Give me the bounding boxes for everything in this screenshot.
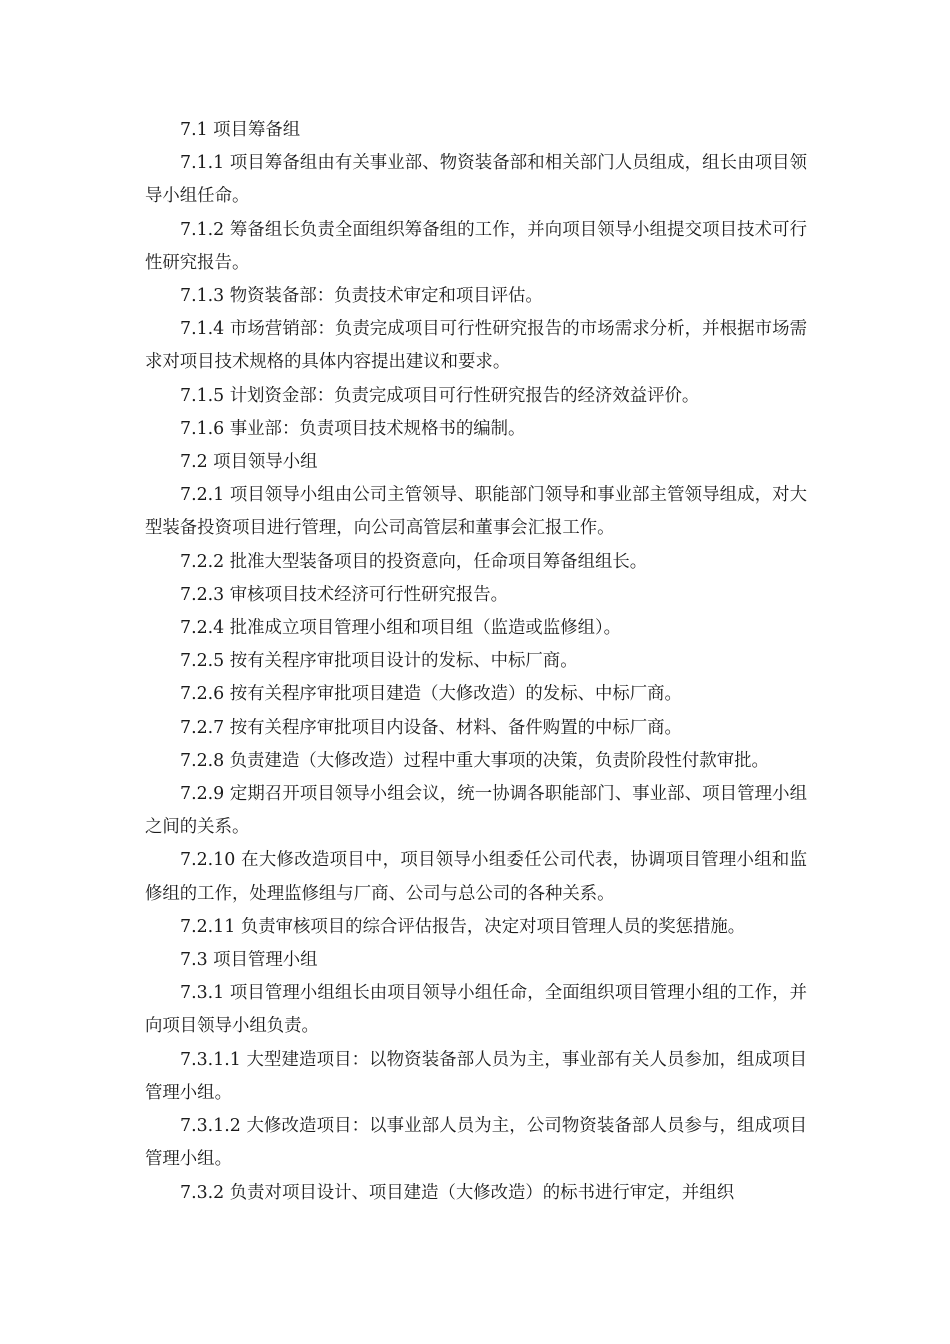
- clause-7-2-1: 7.2.1 项目领导小组由公司主管领导、职能部门领导和事业部主管领导组成，对大型装备投资项目进行管理，向公司高管层和董事会汇报工作。: [145, 485, 807, 539]
- section-heading-7-2: 7.2 项目领导小组: [180, 452, 318, 473]
- clause-7-3-1-1: 7.3.1.1 大型建造项目：以物资装备部人员为主，事业部有关人员参加，组成项目管理小组。: [145, 1049, 807, 1103]
- section-heading-7-1: 7.1 项目筹备组: [180, 120, 301, 140]
- clause-7-3-2: 7.3.2 负责对项目设计、项目建造（大修改造）的标书进行审定，并组织: [180, 1182, 735, 1203]
- clause-7-1-3: 7.1.3 物资装备部：负责技术审定和项目评估。: [180, 286, 543, 307]
- clause-7-3-1: 7.3.1 项目管理小组组长由项目领导小组任命，全面组织项目管理小组的工作，并向项目领导小组负责。: [145, 983, 807, 1037]
- clause-7-1-1: 7.1.1 项目筹备组由有关事业部、物资装备部和相关部门人员组成，组长由项目领导小组任命。: [145, 153, 807, 207]
- clause-7-1-2: 7.1.2 筹备组长负责全面组织筹备组的工作，并向项目领导小组提交项目技术可行性研究报告。: [145, 219, 807, 273]
- clause-7-1-4: 7.1.4 市场营销部：负责完成项目可行性研究报告的市场需求分析，并根据市场需求对项目技术规格的具体内容提出建议和要求。: [145, 319, 807, 373]
- clause-7-2-2: 7.2.2 批准大型装备项目的投资意向，任命项目筹备组组长。: [180, 551, 648, 572]
- clause-7-2-6: 7.2.6 按有关程序审批项目建造（大修改造）的发标、中标厂商。: [180, 684, 682, 705]
- document-body: [145, 114, 807, 1210]
- clause-7-2-10: 7.2.10 在大修改造项目中，项目领导小组委任公司代表，协调项目管理小组和监修组的工作，处理监修组与厂商、公司与总公司的各种关系。: [145, 850, 807, 904]
- clause-7-1-5: 7.1.5 计划资金部：负责完成项目可行性研究报告的经济效益评价。: [180, 385, 700, 406]
- clause-7-2-4: 7.2.4 批准成立项目管理小组和项目组（监造或监修组）。: [180, 618, 622, 639]
- clause-7-2-7: 7.2.7 按有关程序审批项目内设备、材料、备件购置的中标厂商。: [180, 717, 682, 738]
- clause-7-3-1-2: 7.3.1.2 大修改造项目：以事业部人员为主，公司物资装备部人员参与，组成项目管理小组。: [145, 1116, 807, 1170]
- clause-7-2-11: 7.2.11 负责审核项目的综合评估报告，决定对项目管理人员的奖惩措施。: [180, 916, 746, 937]
- section-heading-7-3: 7.3 项目管理小组: [180, 950, 318, 971]
- clause-7-2-8: 7.2.8 负责建造（大修改造）过程中重大事项的决策，负责阶段性付款审批。: [180, 750, 769, 771]
- clause-7-2-9: 7.2.9 定期召开项目领导小组会议，统一协调各职能部门、事业部、项目管理小组之间的关系。: [145, 784, 807, 838]
- clause-7-2-3: 7.2.3 审核项目技术经济可行性研究报告。: [180, 584, 509, 605]
- clause-7-2-5: 7.2.5 按有关程序审批项目设计的发标、中标厂商。: [180, 651, 578, 672]
- clause-7-1-6: 7.1.6 事业部：负责项目技术规格书的编制。: [180, 418, 526, 439]
